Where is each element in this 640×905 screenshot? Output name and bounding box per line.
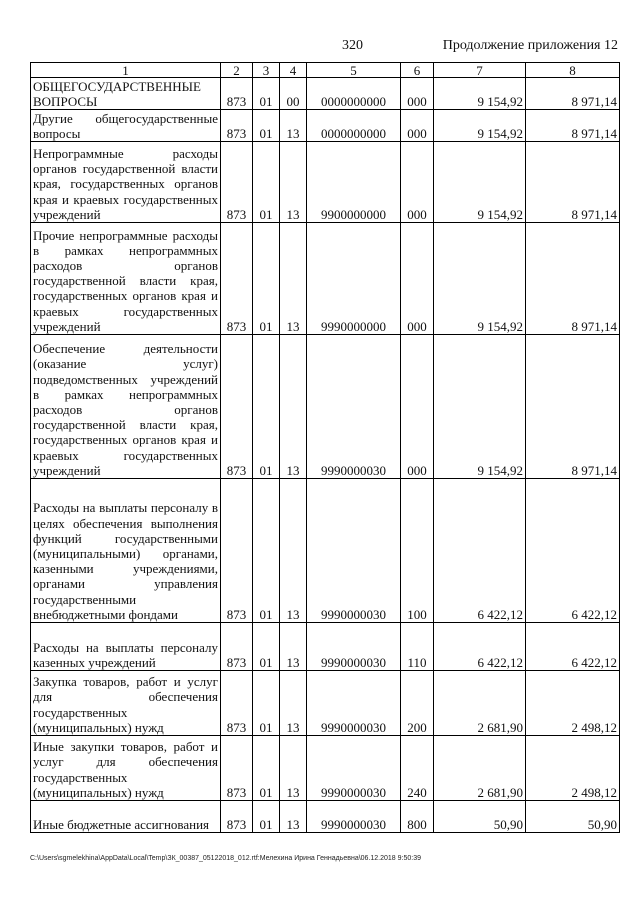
column-header: 8	[526, 63, 620, 78]
cell-amount-2: 50,90	[526, 801, 620, 833]
cell-subsection: 13	[280, 223, 307, 335]
table-row	[31, 78, 620, 110]
column-header: 4	[280, 63, 307, 78]
row-name: Расходы на выплаты персоналу казенных учреждений	[31, 623, 221, 671]
cell-amount-1: 50,90	[434, 801, 526, 833]
cell-target: 9990000030	[307, 479, 401, 623]
cell-target: 9990000030	[307, 671, 401, 736]
cell-amount-1: 6 422,12	[434, 623, 526, 671]
cell-expense-type: 110	[401, 623, 434, 671]
cell-subsection: 13	[280, 335, 307, 479]
cell-target: 9900000000	[307, 142, 401, 223]
cell-subsection: 13	[280, 671, 307, 736]
row-name: ОБЩЕГОСУДАРСТВЕННЫЕ ВОПРОСЫ	[31, 78, 221, 110]
cell-amount-1: 9 154,92	[434, 335, 526, 479]
table-row	[31, 335, 620, 479]
file-path-footer: C:\Users\sgmelekhina\AppData\Local\Temp\ЗК_00387_05122018_012.rtf:Мелехина Ирина Геннадьевна\06.12.2018 9:50:39	[30, 855, 421, 862]
cell-subsection: 13	[280, 110, 307, 142]
cell-code: 873	[221, 335, 253, 479]
cell-amount-1: 9 154,92	[434, 142, 526, 223]
cell-target: 9990000030	[307, 623, 401, 671]
cell-section: 01	[253, 801, 280, 833]
cell-amount-1: 2 681,90	[434, 671, 526, 736]
column-header: 6	[401, 63, 434, 78]
cell-expense-type: 000	[401, 110, 434, 142]
cell-subsection: 13	[280, 736, 307, 801]
table-header-row	[31, 63, 620, 78]
cell-section: 01	[253, 671, 280, 736]
cell-amount-1: 9 154,92	[434, 110, 526, 142]
cell-code: 873	[221, 623, 253, 671]
cell-section: 01	[253, 223, 280, 335]
row-name: Другие общегосударственные вопросы	[31, 110, 221, 142]
cell-target: 9990000030	[307, 335, 401, 479]
row-name: Непрограммные расходы органов государственной власти края, государственных органов края и краевых государственных учреждений	[31, 142, 221, 223]
table-row	[31, 110, 620, 142]
cell-amount-2: 2 498,12	[526, 736, 620, 801]
cell-target: 9990000000	[307, 223, 401, 335]
cell-section: 01	[253, 623, 280, 671]
cell-section: 01	[253, 142, 280, 223]
cell-section: 01	[253, 736, 280, 801]
cell-expense-type: 000	[401, 78, 434, 110]
row-name: Иные закупки товаров, работ и услуг для обеспечения государственных (муниципальных) нужд	[31, 736, 221, 801]
cell-amount-2: 8 971,14	[526, 110, 620, 142]
table-row	[31, 623, 620, 671]
cell-expense-type: 000	[401, 142, 434, 223]
cell-amount-2: 6 422,12	[526, 623, 620, 671]
cell-code: 873	[221, 110, 253, 142]
column-header: 1	[31, 63, 221, 78]
cell-code: 873	[221, 142, 253, 223]
cell-amount-2: 8 971,14	[526, 335, 620, 479]
cell-target: 9990000030	[307, 801, 401, 833]
cell-code: 873	[221, 479, 253, 623]
cell-subsection: 13	[280, 142, 307, 223]
table-row	[31, 801, 620, 833]
table-row	[31, 142, 620, 223]
cell-expense-type: 200	[401, 671, 434, 736]
page-number: 320	[342, 38, 363, 53]
cell-amount-2: 6 422,12	[526, 479, 620, 623]
cell-amount-1: 9 154,92	[434, 78, 526, 110]
cell-target: 9990000030	[307, 736, 401, 801]
cell-amount-2: 8 971,14	[526, 78, 620, 110]
cell-expense-type: 240	[401, 736, 434, 801]
table-row	[31, 671, 620, 736]
row-name: Расходы на выплаты персоналу в целях обеспечения выполнения функций государственными (муниципальными) органами, казенными учреждениями, органами управления государственными внебюджетными фондами	[31, 479, 221, 623]
table-row	[31, 479, 620, 623]
cell-expense-type: 800	[401, 801, 434, 833]
cell-target: 0000000000	[307, 78, 401, 110]
table-row	[31, 736, 620, 801]
cell-amount-2: 8 971,14	[526, 142, 620, 223]
cell-amount-2: 2 498,12	[526, 671, 620, 736]
cell-expense-type: 100	[401, 479, 434, 623]
cell-amount-1: 9 154,92	[434, 223, 526, 335]
cell-amount-2: 8 971,14	[526, 223, 620, 335]
cell-section: 01	[253, 78, 280, 110]
cell-section: 01	[253, 335, 280, 479]
cell-subsection: 13	[280, 479, 307, 623]
cell-target: 0000000000	[307, 110, 401, 142]
row-name: Иные бюджетные ассигнования	[31, 801, 221, 833]
row-name: Прочие непрограммные расходы в рамках непрограммных расходов органов государственной власти края, государственных органов края и краевых государственных учреждений	[31, 223, 221, 335]
cell-amount-1: 6 422,12	[434, 479, 526, 623]
table-row	[31, 223, 620, 335]
cell-subsection: 13	[280, 801, 307, 833]
cell-subsection: 00	[280, 78, 307, 110]
column-header: 2	[221, 63, 253, 78]
row-name: Закупка товаров, работ и услуг для обеспечения государственных (муниципальных) нужд	[31, 671, 221, 736]
column-header: 7	[434, 63, 526, 78]
cell-section: 01	[253, 479, 280, 623]
cell-code: 873	[221, 671, 253, 736]
continuation-title: Продолжение приложения 12	[442, 38, 618, 53]
cell-code: 873	[221, 223, 253, 335]
budget-table	[30, 62, 620, 833]
cell-code: 873	[221, 801, 253, 833]
column-header: 3	[253, 63, 280, 78]
cell-expense-type: 000	[401, 223, 434, 335]
cell-code: 873	[221, 736, 253, 801]
cell-subsection: 13	[280, 623, 307, 671]
cell-expense-type: 000	[401, 335, 434, 479]
cell-amount-1: 2 681,90	[434, 736, 526, 801]
cell-code: 873	[221, 78, 253, 110]
row-name: Обеспечение деятельности (оказание услуг) подведомственных учреждений в рамках непрограммных расходов органов государственной власти края, государственных органов края и краевых государственных учреждений	[31, 335, 221, 479]
cell-section: 01	[253, 110, 280, 142]
column-header: 5	[307, 63, 401, 78]
